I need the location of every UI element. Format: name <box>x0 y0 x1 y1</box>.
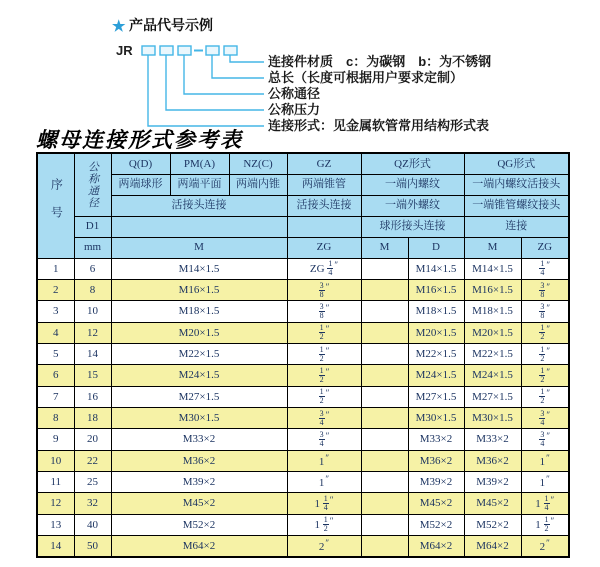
table-row <box>37 471 569 492</box>
cell-m: M33×2 <box>111 429 287 450</box>
cell-m: M64×2 <box>111 535 287 557</box>
table-row <box>37 493 569 514</box>
cell-qz-d: M52×2 <box>408 514 464 535</box>
cell-qg-zg: $\frac{1}{2}$ ″ <box>521 322 569 343</box>
header-qg-desc2: 一端锥管螺纹接头 <box>464 195 569 216</box>
code-box <box>206 46 219 55</box>
cell-gz: 1 $\frac{1}{4}$ ″ <box>287 493 361 514</box>
cell-m: M14×1.5 <box>111 258 287 279</box>
cell-qg-zg: 1″ <box>521 450 569 471</box>
cell-seq: 10 <box>37 450 74 471</box>
cell-seq: 9 <box>37 429 74 450</box>
header-blank-left <box>111 216 287 237</box>
table-title: 螺母连接形式参考表 <box>36 128 243 152</box>
cell-gz: $\frac{1}{2}$ ″ <box>287 386 361 407</box>
cell-qg-m: M39×2 <box>464 471 521 492</box>
cell-gz: 1″ <box>287 471 361 492</box>
cell-qg-m: M45×2 <box>464 493 521 514</box>
header-seq <box>37 153 74 258</box>
header-d1: D1 <box>74 216 111 237</box>
header-mm: mm <box>74 237 111 258</box>
cell-qg-m: M22×1.5 <box>464 343 521 364</box>
leader-line <box>212 55 264 78</box>
cell-qz-m <box>361 429 408 450</box>
cell-qg-zg: 2″ <box>521 535 569 557</box>
cell-qg-m: M30×1.5 <box>464 407 521 428</box>
leader-line <box>184 55 264 94</box>
cell-qg-zg: $\frac{1}{2}$ ″ <box>521 386 569 407</box>
cell-gz: $\frac{3}{4}$ ″ <box>287 429 361 450</box>
cell-dn: 20 <box>74 429 111 450</box>
cell-m: M20×1.5 <box>111 322 287 343</box>
example-title: 产品代号示例 <box>129 17 213 33</box>
code-prefix: JR <box>116 43 133 58</box>
cell-qz-d: M16×1.5 <box>408 279 464 300</box>
cell-seq: 4 <box>37 322 74 343</box>
cell-qz-m <box>361 365 408 386</box>
cell-seq: 7 <box>37 386 74 407</box>
cell-m: M18×1.5 <box>111 301 287 322</box>
cell-qz-m <box>361 493 408 514</box>
cell-dn: 10 <box>74 301 111 322</box>
cell-gz: 1 $\frac{1}{2}$ ″ <box>287 514 361 535</box>
cell-seq: 13 <box>37 514 74 535</box>
cell-dn: 15 <box>74 365 111 386</box>
table-row <box>37 301 569 322</box>
leader-line <box>230 55 264 62</box>
cell-seq: 12 <box>37 493 74 514</box>
code-label-connection: 连接形式：见金属软管常用结构形式表 <box>268 118 490 133</box>
cell-qg-zg: $\frac{3}{8}$ ″ <box>521 301 569 322</box>
cell-qz-m <box>361 386 408 407</box>
cell-qg-m: M18×1.5 <box>464 301 521 322</box>
header-blank-gz <box>287 216 361 237</box>
header-col-q: Q(D) <box>111 153 170 174</box>
code-label-pressure: 公称压力 <box>268 102 321 117</box>
cell-qg-m: M52×2 <box>464 514 521 535</box>
cell-qz-m <box>361 407 408 428</box>
code-label-material: 连接件材质 c：为碳钢 b：为不锈钢 <box>268 54 492 69</box>
header-zg-label: ZG <box>287 237 361 258</box>
nut-connection-table <box>36 152 570 558</box>
table-row <box>37 322 569 343</box>
header-col-pm: PM(A) <box>170 153 229 174</box>
cell-gz: $\frac{3}{8}$ ″ <box>287 301 361 322</box>
cell-qg-m: M36×2 <box>464 450 521 471</box>
header-qg-conn: 连接 <box>464 216 569 237</box>
header-qg-desc1: 一端内螺纹活接头 <box>464 174 569 195</box>
cell-gz: $\frac{1}{2}$ ″ <box>287 343 361 364</box>
cell-dn: 6 <box>74 258 111 279</box>
cell-qg-m: M16×1.5 <box>464 279 521 300</box>
code-box <box>160 46 173 55</box>
header-gz-desc: 两端锥管 <box>287 174 361 195</box>
cell-gz: $\frac{1}{2}$ ″ <box>287 365 361 386</box>
cell-qz-m <box>361 258 408 279</box>
header-gz-conn: 活接头连接 <box>287 195 361 216</box>
cell-m: M45×2 <box>111 493 287 514</box>
table-row <box>37 429 569 450</box>
leader-line <box>166 55 264 110</box>
cell-qz-d: M36×2 <box>408 450 464 471</box>
cell-gz: $\frac{3}{8}$ ″ <box>287 279 361 300</box>
cell-qg-m: M27×1.5 <box>464 386 521 407</box>
table-row <box>37 258 569 279</box>
header-col-gz: GZ <box>287 153 361 174</box>
cell-qg-zg: $\frac{3}{8}$ ″ <box>521 279 569 300</box>
code-label-length: 总长（长度可根据用户要求定制） <box>268 70 464 85</box>
header-qz-desc2: 一端外螺纹 <box>361 195 464 216</box>
cell-qz-m <box>361 450 408 471</box>
cell-qz-d: M18×1.5 <box>408 301 464 322</box>
cell-qz-d: M30×1.5 <box>408 407 464 428</box>
code-box <box>178 46 191 55</box>
header-col-qg: QG形式 <box>464 153 569 174</box>
cell-qg-m: M33×2 <box>464 429 521 450</box>
header-pm-desc: 两端平面 <box>170 174 229 195</box>
cell-qg-m: M24×1.5 <box>464 365 521 386</box>
cell-m: M36×2 <box>111 450 287 471</box>
cell-gz: $\frac{1}{2}$ ″ <box>287 322 361 343</box>
cell-seq: 8 <box>37 407 74 428</box>
header-qz-desc1: 一端内螺纹 <box>361 174 464 195</box>
table-row <box>37 407 569 428</box>
cell-dn: 18 <box>74 407 111 428</box>
header-dn-text: 公称通径 <box>86 160 99 209</box>
header-union-conn: 活接头连接 <box>111 195 287 216</box>
table-row <box>37 514 569 535</box>
cell-qg-zg: 1″ <box>521 471 569 492</box>
cell-dn: 12 <box>74 322 111 343</box>
cell-qz-d: M27×1.5 <box>408 386 464 407</box>
table-row <box>37 279 569 300</box>
header-col-qz: QZ形式 <box>361 153 464 174</box>
cell-dn: 16 <box>74 386 111 407</box>
table-header <box>37 153 569 258</box>
cell-seq: 3 <box>37 301 74 322</box>
cell-qz-d: M45×2 <box>408 493 464 514</box>
cell-qg-zg: $\frac{1}{4}$ ″ <box>521 258 569 279</box>
cell-qg-zg: 1 $\frac{1}{4}$ ″ <box>521 493 569 514</box>
code-label-diameter: 公称通径 <box>268 86 321 101</box>
header-m-label: M <box>111 237 287 258</box>
cell-dn: 50 <box>74 535 111 557</box>
cell-dn: 25 <box>74 471 111 492</box>
cell-qz-d: M33×2 <box>408 429 464 450</box>
header-nz-desc: 两端内锥 <box>229 174 287 195</box>
header-dn <box>74 153 111 216</box>
table-row <box>37 535 569 557</box>
cell-qz-d: M64×2 <box>408 535 464 557</box>
cell-qg-zg: $\frac{1}{2}$ ″ <box>521 343 569 364</box>
cell-seq: 5 <box>37 343 74 364</box>
cell-qz-m <box>361 535 408 557</box>
cell-qz-d: M24×1.5 <box>408 365 464 386</box>
cell-seq: 11 <box>37 471 74 492</box>
table-row <box>37 343 569 364</box>
cell-dn: 8 <box>74 279 111 300</box>
cell-qg-zg: $\frac{1}{2}$ ″ <box>521 365 569 386</box>
table-body <box>37 258 569 557</box>
cell-m: M30×1.5 <box>111 407 287 428</box>
header-qz-conn: 球形接头连接 <box>361 216 464 237</box>
cell-seq: 6 <box>37 365 74 386</box>
cell-seq: 1 <box>37 258 74 279</box>
cell-qz-d: M22×1.5 <box>408 343 464 364</box>
star-icon: ★ <box>112 18 126 35</box>
cell-dn: 22 <box>74 450 111 471</box>
cell-qz-m <box>361 279 408 300</box>
cell-dn: 40 <box>74 514 111 535</box>
cell-qg-m: M20×1.5 <box>464 322 521 343</box>
cell-m: M39×2 <box>111 471 287 492</box>
cell-m: M27×1.5 <box>111 386 287 407</box>
cell-gz: $\frac{3}{4}$ ″ <box>287 407 361 428</box>
code-box <box>142 46 155 55</box>
header-col-nz: NZ(C) <box>229 153 287 174</box>
header-seq-text: 序号 <box>49 177 64 234</box>
cell-dn: 32 <box>74 493 111 514</box>
cell-gz: ZG $\frac{1}{4}$ ″ <box>287 258 361 279</box>
cell-qz-m <box>361 471 408 492</box>
table-row <box>37 386 569 407</box>
table-row <box>37 450 569 471</box>
header-qz-m-label: M <box>361 237 408 258</box>
cell-qz-d: M20×1.5 <box>408 322 464 343</box>
cell-qz-m <box>361 343 408 364</box>
cell-qg-m: M14×1.5 <box>464 258 521 279</box>
cell-qz-d: M14×1.5 <box>408 258 464 279</box>
table-row <box>37 365 569 386</box>
cell-gz: 1″ <box>287 450 361 471</box>
cell-qz-m <box>361 301 408 322</box>
cell-qz-m <box>361 322 408 343</box>
cell-seq: 14 <box>37 535 74 557</box>
cell-qg-zg: 1 $\frac{1}{2}$ ″ <box>521 514 569 535</box>
cell-qg-zg: $\frac{3}{4}$ ″ <box>521 407 569 428</box>
cell-qg-m: M64×2 <box>464 535 521 557</box>
cell-qz-d: M39×2 <box>408 471 464 492</box>
header-qg-zg-label: ZG <box>521 237 569 258</box>
cell-qg-zg: $\frac{3}{4}$ ″ <box>521 429 569 450</box>
cell-m: M24×1.5 <box>111 365 287 386</box>
code-box <box>224 46 237 55</box>
cell-m: M22×1.5 <box>111 343 287 364</box>
cell-m: M52×2 <box>111 514 287 535</box>
cell-qz-m <box>361 514 408 535</box>
header-q-desc: 两端球形 <box>111 174 170 195</box>
cell-m: M16×1.5 <box>111 279 287 300</box>
header-qz-d-label: D <box>408 237 464 258</box>
header-qg-m-label: M <box>464 237 521 258</box>
cell-dn: 14 <box>74 343 111 364</box>
cell-gz: 2″ <box>287 535 361 557</box>
cell-seq: 2 <box>37 279 74 300</box>
